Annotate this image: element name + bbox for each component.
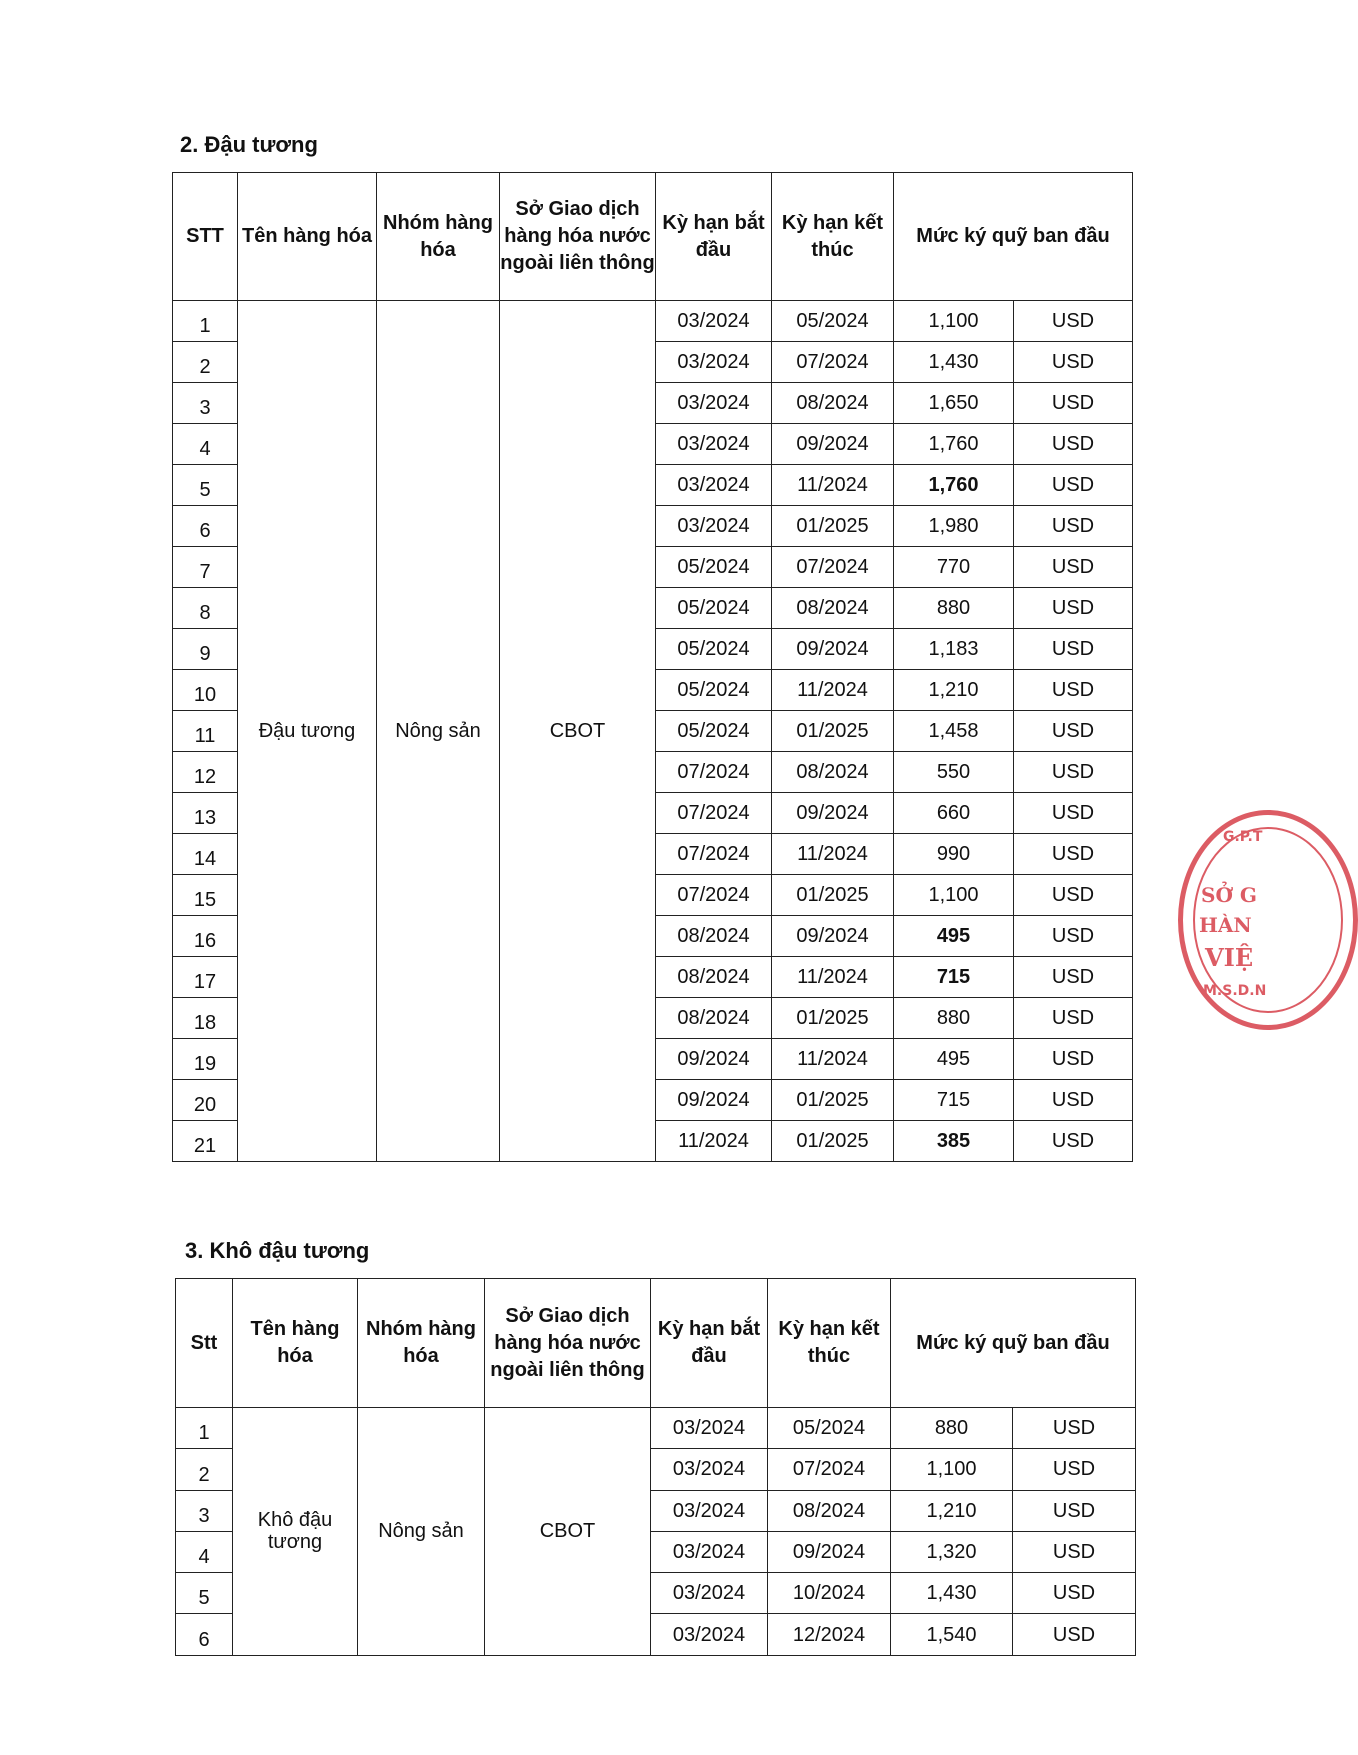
header-initial-margin: Mức ký quỹ ban đầu bbox=[891, 1279, 1136, 1408]
margin-amount-cell: 1,210 bbox=[891, 1490, 1013, 1531]
row-stt: 2 bbox=[176, 1449, 233, 1490]
header-stt: Stt bbox=[176, 1279, 233, 1408]
margin-amount-cell: 1,100 bbox=[891, 1449, 1013, 1490]
header-commodity-name: Tên hàng hóa bbox=[233, 1279, 358, 1408]
seal-top-text: G.P.T bbox=[1223, 829, 1263, 845]
margin-amount-cell: 660 bbox=[894, 793, 1014, 834]
row-stt: 7 bbox=[173, 547, 238, 588]
row-stt: 19 bbox=[173, 1039, 238, 1080]
margin-amount-cell: 880 bbox=[894, 998, 1014, 1039]
end-term-cell: 08/2024 bbox=[772, 752, 894, 793]
row-stt: 1 bbox=[176, 1408, 233, 1449]
row-stt: 1 bbox=[173, 301, 238, 342]
section-title-soybean-meal: 3. Khô đậu tương bbox=[185, 1238, 370, 1263]
end-term-cell: 10/2024 bbox=[768, 1573, 891, 1614]
row-stt: 17 bbox=[173, 957, 238, 998]
start-term-cell: 09/2024 bbox=[656, 1080, 772, 1121]
margin-amount-cell: 1,100 bbox=[894, 301, 1014, 342]
start-term-cell: 03/2024 bbox=[651, 1573, 768, 1614]
start-term-cell: 08/2024 bbox=[656, 998, 772, 1039]
end-term-cell: 08/2024 bbox=[772, 383, 894, 424]
start-term-cell: 03/2024 bbox=[656, 342, 772, 383]
start-term-cell: 03/2024 bbox=[651, 1614, 768, 1655]
margin-amount-cell: 1,320 bbox=[891, 1531, 1013, 1572]
end-term-cell: 08/2024 bbox=[772, 588, 894, 629]
end-term-cell: 11/2024 bbox=[772, 957, 894, 998]
margin-amount-cell: 1,650 bbox=[894, 383, 1014, 424]
row-stt: 3 bbox=[173, 383, 238, 424]
row-stt: 4 bbox=[176, 1531, 233, 1572]
currency-cell: USD bbox=[1014, 711, 1133, 752]
soybean-meal-margin-table bbox=[175, 1278, 1136, 1656]
seal-line-3: VIỆ bbox=[1205, 943, 1254, 972]
currency-cell: USD bbox=[1014, 998, 1133, 1039]
row-stt: 5 bbox=[176, 1573, 233, 1614]
currency-cell: USD bbox=[1014, 588, 1133, 629]
official-seal-stamp bbox=[1178, 810, 1358, 1030]
row-stt: 21 bbox=[173, 1121, 238, 1162]
currency-cell: USD bbox=[1014, 629, 1133, 670]
margin-amount-cell: 1,980 bbox=[894, 506, 1014, 547]
start-term-cell: 03/2024 bbox=[656, 383, 772, 424]
currency-cell: USD bbox=[1014, 752, 1133, 793]
header-commodity-group: Nhóm hàng hóa bbox=[377, 173, 500, 301]
end-term-cell: 01/2025 bbox=[772, 711, 894, 752]
table-row bbox=[173, 301, 1133, 342]
currency-cell: USD bbox=[1014, 1080, 1133, 1121]
currency-cell: USD bbox=[1013, 1531, 1136, 1572]
seal-line-2: HÀN bbox=[1199, 913, 1252, 937]
header-commodity-name: Tên hàng hóa bbox=[238, 173, 377, 301]
currency-cell: USD bbox=[1013, 1614, 1136, 1655]
row-stt: 2 bbox=[173, 342, 238, 383]
header-exchange: Sở Giao dịch hàng hóa nước ngoài liên thông bbox=[485, 1279, 651, 1408]
row-stt: 11 bbox=[173, 711, 238, 752]
currency-cell: USD bbox=[1014, 670, 1133, 711]
end-term-cell: 09/2024 bbox=[772, 629, 894, 670]
currency-cell: USD bbox=[1014, 547, 1133, 588]
seal-bottom-text: M.S.D.N bbox=[1203, 983, 1267, 999]
commodity-group-cell: Nông sản bbox=[358, 1408, 485, 1656]
margin-amount-cell: 1,760 bbox=[894, 424, 1014, 465]
margin-amount-cell: 880 bbox=[891, 1408, 1013, 1449]
end-term-cell: 01/2025 bbox=[772, 1121, 894, 1162]
end-term-cell: 11/2024 bbox=[772, 465, 894, 506]
margin-amount-cell: 770 bbox=[894, 547, 1014, 588]
row-stt: 4 bbox=[173, 424, 238, 465]
header-end-term: Kỳ hạn kết thúc bbox=[768, 1279, 891, 1408]
header-commodity-group: Nhóm hàng hóa bbox=[358, 1279, 485, 1408]
margin-amount-cell: 495 bbox=[894, 916, 1014, 957]
end-term-cell: 05/2024 bbox=[772, 301, 894, 342]
end-term-cell: 01/2025 bbox=[772, 506, 894, 547]
soybean-meal-table-body bbox=[176, 1408, 1136, 1656]
currency-cell: USD bbox=[1014, 383, 1133, 424]
start-term-cell: 08/2024 bbox=[656, 916, 772, 957]
currency-cell: USD bbox=[1014, 1039, 1133, 1080]
start-term-cell: 03/2024 bbox=[656, 424, 772, 465]
start-term-cell: 05/2024 bbox=[656, 547, 772, 588]
seal-line-1: SỞ G bbox=[1201, 883, 1257, 907]
currency-cell: USD bbox=[1014, 1121, 1133, 1162]
end-term-cell: 09/2024 bbox=[772, 424, 894, 465]
header-stt: STT bbox=[173, 173, 238, 301]
row-stt: 5 bbox=[173, 465, 238, 506]
margin-amount-cell: 715 bbox=[894, 957, 1014, 998]
currency-cell: USD bbox=[1013, 1408, 1136, 1449]
currency-cell: USD bbox=[1013, 1573, 1136, 1614]
currency-cell: USD bbox=[1013, 1449, 1136, 1490]
margin-amount-cell: 1,210 bbox=[894, 670, 1014, 711]
end-term-cell: 11/2024 bbox=[772, 834, 894, 875]
end-term-cell: 09/2024 bbox=[772, 793, 894, 834]
margin-amount-cell: 880 bbox=[894, 588, 1014, 629]
start-term-cell: 08/2024 bbox=[656, 957, 772, 998]
end-term-cell: 08/2024 bbox=[768, 1490, 891, 1531]
margin-amount-cell: 1,100 bbox=[894, 875, 1014, 916]
margin-amount-cell: 1,183 bbox=[894, 629, 1014, 670]
table-header-row bbox=[173, 173, 1133, 301]
currency-cell: USD bbox=[1014, 342, 1133, 383]
currency-cell: USD bbox=[1014, 834, 1133, 875]
start-term-cell: 05/2024 bbox=[656, 711, 772, 752]
start-term-cell: 07/2024 bbox=[656, 752, 772, 793]
header-start-term: Kỳ hạn bắt đầu bbox=[651, 1279, 768, 1408]
section-title-soybean: 2. Đậu tương bbox=[180, 132, 318, 157]
currency-cell: USD bbox=[1014, 916, 1133, 957]
margin-amount-cell: 715 bbox=[894, 1080, 1014, 1121]
start-term-cell: 03/2024 bbox=[656, 465, 772, 506]
margin-amount-cell: 1,458 bbox=[894, 711, 1014, 752]
row-stt: 15 bbox=[173, 875, 238, 916]
row-stt: 13 bbox=[173, 793, 238, 834]
table-header-row bbox=[176, 1279, 1136, 1408]
exchange-cell: CBOT bbox=[485, 1408, 651, 1656]
start-term-cell: 07/2024 bbox=[656, 875, 772, 916]
end-term-cell: 05/2024 bbox=[768, 1408, 891, 1449]
row-stt: 14 bbox=[173, 834, 238, 875]
row-stt: 10 bbox=[173, 670, 238, 711]
row-stt: 9 bbox=[173, 629, 238, 670]
currency-cell: USD bbox=[1014, 506, 1133, 547]
header-end-term: Kỳ hạn kết thúc bbox=[772, 173, 894, 301]
margin-amount-cell: 495 bbox=[894, 1039, 1014, 1080]
start-term-cell: 09/2024 bbox=[656, 1039, 772, 1080]
start-term-cell: 05/2024 bbox=[656, 629, 772, 670]
currency-cell: USD bbox=[1014, 875, 1133, 916]
end-term-cell: 09/2024 bbox=[768, 1531, 891, 1572]
currency-cell: USD bbox=[1014, 957, 1133, 998]
start-term-cell: 05/2024 bbox=[656, 670, 772, 711]
currency-cell: USD bbox=[1014, 465, 1133, 506]
commodity-name-cell: Đậu tương bbox=[238, 301, 377, 1162]
end-term-cell: 01/2025 bbox=[772, 875, 894, 916]
row-stt: 8 bbox=[173, 588, 238, 629]
end-term-cell: 01/2025 bbox=[772, 998, 894, 1039]
row-stt: 3 bbox=[176, 1490, 233, 1531]
start-term-cell: 03/2024 bbox=[651, 1531, 768, 1572]
start-term-cell: 03/2024 bbox=[651, 1408, 768, 1449]
currency-cell: USD bbox=[1013, 1490, 1136, 1531]
currency-cell: USD bbox=[1014, 424, 1133, 465]
header-exchange: Sở Giao dịch hàng hóa nước ngoài liên thông bbox=[500, 173, 656, 301]
margin-amount-cell: 550 bbox=[894, 752, 1014, 793]
end-term-cell: 07/2024 bbox=[772, 547, 894, 588]
row-stt: 16 bbox=[173, 916, 238, 957]
currency-cell: USD bbox=[1014, 793, 1133, 834]
soybean-margin-table bbox=[172, 172, 1133, 1162]
start-term-cell: 05/2024 bbox=[656, 588, 772, 629]
margin-amount-cell: 385 bbox=[894, 1121, 1014, 1162]
margin-amount-cell: 990 bbox=[894, 834, 1014, 875]
margin-amount-cell: 1,430 bbox=[891, 1573, 1013, 1614]
row-stt: 12 bbox=[173, 752, 238, 793]
margin-amount-cell: 1,540 bbox=[891, 1614, 1013, 1655]
margin-amount-cell: 1,760 bbox=[894, 465, 1014, 506]
start-term-cell: 03/2024 bbox=[656, 506, 772, 547]
header-initial-margin: Mức ký quỹ ban đầu bbox=[894, 173, 1133, 301]
commodity-name-cell: Khô đậu tương bbox=[233, 1408, 358, 1656]
exchange-cell: CBOT bbox=[500, 301, 656, 1162]
end-term-cell: 01/2025 bbox=[772, 1080, 894, 1121]
start-term-cell: 03/2024 bbox=[651, 1490, 768, 1531]
end-term-cell: 07/2024 bbox=[768, 1449, 891, 1490]
soybean-table-body bbox=[173, 301, 1133, 1162]
start-term-cell: 07/2024 bbox=[656, 793, 772, 834]
row-stt: 6 bbox=[173, 506, 238, 547]
start-term-cell: 11/2024 bbox=[656, 1121, 772, 1162]
end-term-cell: 07/2024 bbox=[772, 342, 894, 383]
row-stt: 6 bbox=[176, 1614, 233, 1655]
commodity-group-cell: Nông sản bbox=[377, 301, 500, 1162]
end-term-cell: 12/2024 bbox=[768, 1614, 891, 1655]
currency-cell: USD bbox=[1014, 301, 1133, 342]
margin-amount-cell: 1,430 bbox=[894, 342, 1014, 383]
start-term-cell: 03/2024 bbox=[651, 1449, 768, 1490]
start-term-cell: 03/2024 bbox=[656, 301, 772, 342]
end-term-cell: 11/2024 bbox=[772, 1039, 894, 1080]
row-stt: 18 bbox=[173, 998, 238, 1039]
start-term-cell: 07/2024 bbox=[656, 834, 772, 875]
row-stt: 20 bbox=[173, 1080, 238, 1121]
table-row bbox=[176, 1408, 1136, 1449]
header-start-term: Kỳ hạn bắt đầu bbox=[656, 173, 772, 301]
end-term-cell: 09/2024 bbox=[772, 916, 894, 957]
end-term-cell: 11/2024 bbox=[772, 670, 894, 711]
